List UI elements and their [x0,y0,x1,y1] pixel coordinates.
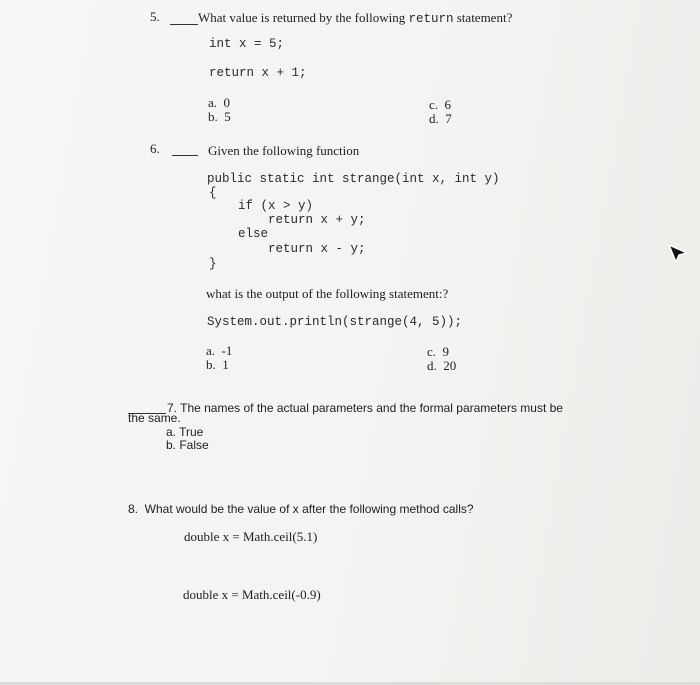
q8-line-1: double x = Math.ceil(5.1) [184,529,318,544]
q5-option-b: b. 5 [208,109,231,124]
q7-prompt-line-2: the same. [128,411,181,425]
q5-prompt-end: statement? [453,10,513,25]
q5-prompt-code: return [408,12,454,26]
q7-option-b: b. False [166,438,209,452]
q5-option-d: d. 7 [429,111,452,126]
q6-number: 6. [150,141,160,156]
q6-answer-blank [172,155,198,156]
q7-option-a: a. True [166,425,204,439]
q6-option-a: a. -1 [206,343,233,358]
q6-code-line-5: else [238,227,269,241]
q6-code-line-2: { [209,186,217,200]
q6-option-b: b. 1 [206,357,229,372]
q5-answer-blank [170,24,198,25]
q6-code-line-7: } [209,257,217,271]
q5-prompt [198,10,512,26]
q5-number: 5. [150,9,160,24]
q6-code-line-1: public static int strange(int x, int y) [207,172,500,186]
q5-code-line-2: return x + 1; [209,66,307,80]
q8-prompt: 8. What would be the value of x after the following method calls? [128,502,474,516]
q6-code-line-4: return x + y; [268,213,366,227]
q5-prompt-text: What value is returned by the following [198,10,409,25]
q6-code-line-6: return x - y; [268,242,366,256]
q5-option-c: c. 6 [429,97,452,112]
q7-prompt-line-1: 7. The names of the actual parameters and the formal parameters must be [167,401,563,415]
q6-statement: System.out.println(strange(4, 5)); [207,315,463,329]
q6-question: what is the output of the following statement:? [206,286,449,301]
q8-line-2: double x = Math.ceil(-0.9) [183,587,321,602]
q5-option-a: a. 0 [208,95,231,110]
q6-option-d: d. 20 [427,358,457,373]
q6-option-c: c. 9 [427,344,450,359]
q6-code-line-3: if (x > y) [238,199,314,213]
mouse-cursor-icon [667,242,689,264]
q5-code-line-1: int x = 5; [209,37,285,51]
q6-prompt: Given the following function [208,143,360,158]
